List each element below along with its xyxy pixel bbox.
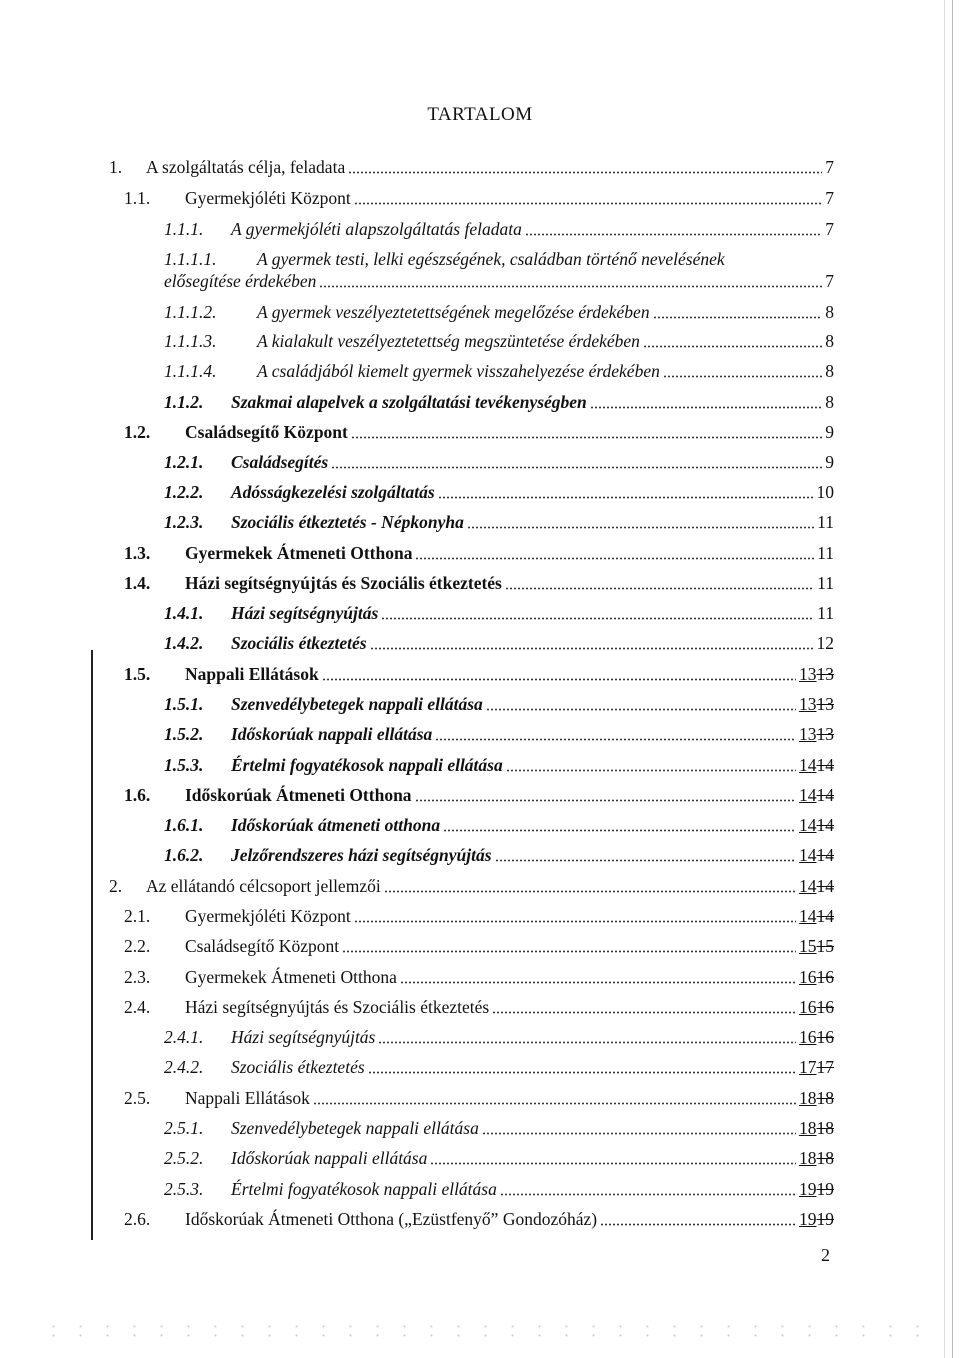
dot-leader: [351, 421, 822, 443]
toc-entry-number: 1.1.1.: [164, 219, 204, 239]
revision-change-bar: [91, 650, 93, 1240]
toc-entry-title: Családsegítés: [231, 452, 329, 472]
page-new: 13: [799, 694, 817, 714]
toc-entry[interactable]: [164, 693, 834, 715]
toc-entry-number: 1.5.1.: [164, 694, 204, 714]
toc-entry[interactable]: [164, 632, 834, 654]
toc-entry[interactable]: [164, 1178, 834, 1200]
toc-entry-page: 9: [825, 452, 834, 472]
dot-leader: [370, 632, 814, 654]
page-new: 19: [799, 1209, 817, 1229]
page-old: 16: [816, 967, 834, 987]
page-new: 16: [799, 1027, 817, 1047]
toc-entry-page: 8: [825, 302, 834, 322]
dot-leader: [600, 1208, 796, 1230]
dot-leader: [354, 187, 823, 209]
toc-entry-number: 2.5.: [124, 1088, 151, 1108]
page-new: 18: [799, 1148, 817, 1168]
toc-entry-title: Értelmi fogyatékosok nappali ellátása: [231, 1179, 497, 1199]
dot-leader: [663, 360, 822, 382]
dot-leader: [590, 391, 822, 413]
toc-entry[interactable]: [124, 966, 834, 988]
toc-entry-title: Időskorúak nappali ellátása: [231, 1148, 428, 1168]
toc-entry-title: Időskorúak Átmeneti Otthona („Ezüstfenyő” Gondozóház): [185, 1209, 598, 1229]
dot-leader: [342, 935, 796, 957]
dot-leader: [506, 754, 796, 776]
toc-entry[interactable]: [164, 481, 834, 503]
toc-entry-title: A kialakult veszélyeztetettség megszüntetése érdekében: [257, 331, 640, 351]
toc-entry-title: A szolgáltatás célja, feladata: [146, 157, 346, 177]
dot-leader: [525, 218, 822, 240]
dot-leader: [378, 1026, 796, 1048]
toc-entry-page: [799, 844, 834, 866]
toc-entry-title: A gyermekjóléti alapszolgáltatás feladata: [231, 219, 522, 239]
toc-entry-title: A gyermek veszélyeztetettségének megelőzése érdekében: [257, 302, 650, 322]
dot-leader: [354, 905, 796, 927]
toc-entry-number: 1.5.3.: [164, 755, 204, 775]
dot-leader: [443, 814, 796, 836]
page-new: 17: [799, 1057, 817, 1077]
toc-entry-number: 1.5.: [124, 664, 151, 684]
toc-entry-number: 1.4.1.: [164, 603, 204, 623]
toc-entry[interactable]: [124, 784, 834, 806]
toc-entry-number: 2.5.2.: [164, 1148, 204, 1168]
toc-entry-title: Az ellátandó célcsoport jellemzői: [146, 876, 381, 896]
toc-entry-title: Szociális étkeztetés: [231, 1057, 365, 1077]
toc-entry[interactable]: [164, 301, 834, 323]
dot-leader: [384, 875, 796, 897]
toc-entry-page: [799, 1056, 834, 1078]
scan-edge-line: [944, 0, 945, 1358]
page-old: 16: [816, 997, 834, 1017]
toc-entry[interactable]: [124, 421, 834, 443]
toc-entry[interactable]: [124, 187, 834, 209]
toc-entry-number: 1.2.: [124, 422, 151, 442]
toc-entry-title: Időskorúak Átmeneti Otthona: [185, 785, 412, 805]
toc-entry-number: 2.6.: [124, 1209, 151, 1229]
page-new: 18: [799, 1118, 817, 1138]
toc-entry-number: 1.1.2.: [164, 392, 204, 412]
toc-entry[interactable]: [164, 723, 834, 745]
toc-entry-page: 7: [825, 219, 834, 239]
toc-entry-title: Gyermekek Átmeneti Otthona: [185, 967, 397, 987]
dot-leader: [486, 693, 796, 715]
toc-entry[interactable]: [164, 1117, 834, 1139]
page-new: 14: [799, 755, 817, 775]
page-title: TARTALOM: [427, 104, 533, 125]
dot-leader: [495, 844, 796, 866]
toc-entry[interactable]: [164, 451, 834, 473]
toc-entry-title: Házi segítségnyújtás és Szociális étkeztetés: [185, 997, 490, 1017]
toc-entry-page: 11: [817, 512, 834, 532]
toc-entry-number: 1.4.2.: [164, 633, 204, 653]
toc-entry-title: Időskorúak átmeneti otthona: [231, 815, 441, 835]
toc-entry[interactable]: [124, 1208, 834, 1230]
toc-entry-page: [799, 875, 834, 897]
toc-entry-title: A gyermek testi, lelki egészségének, családban történő nevelésének: [257, 249, 725, 269]
toc-entry[interactable]: [164, 330, 834, 352]
toc-entry-page: 12: [816, 633, 834, 653]
toc-entry-title: Házi segítségnyújtás: [231, 603, 379, 623]
toc-entry-number: 2.4.1.: [164, 1027, 204, 1047]
dot-leader: [415, 784, 796, 806]
page-old: 19: [816, 1179, 834, 1199]
toc-entry-number: 2.3.: [124, 967, 151, 987]
toc-entry-title: Szociális étkeztetés: [231, 633, 367, 653]
toc-entry-page: [799, 663, 834, 685]
page-new: 16: [799, 967, 817, 987]
toc-entry-number: 1.2.1.: [164, 452, 204, 472]
toc-entry-page: [799, 1026, 834, 1048]
toc-entry[interactable]: [164, 602, 834, 624]
toc-entry-number: 1.2.3.: [164, 512, 204, 532]
dot-leader: [322, 663, 796, 685]
page-old: 14: [816, 785, 834, 805]
toc-entry-page: [799, 784, 834, 806]
dot-leader: [430, 1147, 796, 1169]
toc-entry-page: 8: [825, 331, 834, 351]
toc-entry[interactable]: [164, 360, 834, 382]
page-old: 18: [816, 1148, 834, 1168]
toc-entry-page: [799, 935, 834, 957]
toc-entry-page: [799, 1117, 834, 1139]
dot-leader: [435, 723, 796, 745]
toc-entry-title: Szociális étkeztetés - Népkonyha: [231, 512, 464, 532]
toc-entry-title: A családjából kiemelt gyermek visszahelyezése érdekében: [257, 361, 660, 381]
page-new: 15: [799, 936, 817, 956]
toc-entry-number: 1.1.1.1.: [164, 249, 217, 269]
toc-entry-title: Gyermekjóléti Központ: [185, 906, 351, 926]
toc-entry-number: 1.6.: [124, 785, 151, 805]
toc-entry[interactable]: [109, 875, 834, 897]
toc-entry-page: [799, 693, 834, 715]
dot-leader: [319, 270, 822, 292]
toc-entry-title: Házi segítségnyújtás és Szociális étkeztetés: [185, 573, 502, 593]
toc-entry-number: 2.2.: [124, 936, 151, 956]
dot-leader: [482, 1117, 796, 1139]
page-old: 18: [816, 1088, 834, 1108]
page-new: 13: [799, 724, 817, 744]
page-old: 17: [816, 1057, 834, 1077]
toc-entry-page: [799, 1147, 834, 1169]
dot-leader: [381, 602, 814, 624]
toc-entry[interactable]: [164, 248, 834, 270]
page-old: 19: [816, 1209, 834, 1229]
page-old: 16: [816, 1027, 834, 1047]
page-old: 15: [816, 936, 834, 956]
dot-leader: [400, 966, 796, 988]
page-new: 19: [799, 1179, 817, 1199]
toc-entry-page: 10: [816, 482, 834, 502]
toc-entry-title: elősegítése érdekében: [164, 271, 317, 291]
toc-entry-title: Jelzőrendszeres házi segítségnyújtás: [231, 845, 492, 865]
page-new: 14: [799, 845, 817, 865]
toc-entry-page: [799, 1178, 834, 1200]
toc-entry-number: 2.4.2.: [164, 1057, 204, 1077]
toc-entry-number: 2.: [109, 876, 123, 896]
toc-entry[interactable]: [109, 156, 834, 178]
toc-entry-page: 11: [817, 603, 834, 623]
toc-entry[interactable]: [124, 1087, 834, 1109]
toc-entry[interactable]: [164, 1147, 834, 1169]
toc-entry-page: [799, 723, 834, 745]
toc-entry-number: 1.1.1.3.: [164, 331, 217, 351]
page-number: 2: [821, 1245, 830, 1265]
toc-entry-page: [799, 754, 834, 776]
toc-entry-title: Szenvedélybetegek nappali ellátása: [231, 1118, 479, 1138]
dot-leader: [643, 330, 822, 352]
toc-entry-number: 1.2.2.: [164, 482, 204, 502]
toc-entry-page: 11: [817, 543, 834, 563]
page-old: 14: [816, 755, 834, 775]
toc-entry-title: Időskorúak nappali ellátása: [231, 724, 433, 744]
toc-entry[interactable]: [164, 1026, 834, 1048]
scan-noise: [40, 1322, 940, 1342]
toc-entry[interactable]: [124, 996, 834, 1018]
toc-entry[interactable]: [164, 814, 834, 836]
toc-entry[interactable]: [124, 935, 834, 957]
page-new: 14: [799, 906, 817, 926]
page-old: 13: [816, 664, 834, 684]
toc-entry-page: 11: [817, 573, 834, 593]
dot-leader: [348, 156, 822, 178]
toc-entry-page: 8: [825, 392, 834, 412]
toc-entry-number: 1.5.2.: [164, 724, 204, 744]
toc-entry-number: 1.1.1.4.: [164, 361, 217, 381]
toc-entry[interactable]: [164, 218, 834, 240]
toc-entry-title: Szenvedélybetegek nappali ellátása: [231, 694, 483, 714]
toc-entry-page: [799, 996, 834, 1018]
toc-entry-number: 1.3.: [124, 543, 151, 563]
toc-entry[interactable]: [124, 663, 834, 685]
toc-entry-page: 7: [825, 188, 834, 208]
page-old: 18: [816, 1118, 834, 1138]
toc-entry-title: Gyermekjóléti Központ: [185, 188, 351, 208]
page-new: 13: [799, 664, 817, 684]
page-old: 14: [816, 876, 834, 896]
page-new: 14: [799, 815, 817, 835]
toc-entry-number: 2.1.: [124, 906, 151, 926]
toc-entry-number: 1.6.1.: [164, 815, 204, 835]
scan-edge-line: [952, 0, 953, 1358]
toc-entry-page: [799, 966, 834, 988]
toc-entry[interactable]: [164, 391, 834, 413]
toc-entry[interactable]: [124, 542, 834, 564]
page-new: 14: [799, 876, 817, 896]
page-new: 16: [799, 997, 817, 1017]
dot-leader: [653, 301, 823, 323]
page-old: 14: [816, 845, 834, 865]
toc-entry[interactable]: [164, 1056, 834, 1078]
toc-entry[interactable]: [164, 511, 834, 533]
toc-entry-number: 1.1.: [124, 188, 151, 208]
toc-entry-page: [799, 905, 834, 927]
toc-entry-page: [799, 814, 834, 836]
dot-leader: [368, 1056, 796, 1078]
toc-entry-number: 1.1.1.2.: [164, 302, 217, 322]
toc-entry-number: 2.5.3.: [164, 1179, 204, 1199]
page-old: 14: [816, 906, 834, 926]
toc-entry-title: Házi segítségnyújtás: [231, 1027, 376, 1047]
toc-entry[interactable]: [164, 844, 834, 866]
dot-leader: [313, 1087, 796, 1109]
toc-entry-number: 1.6.2.: [164, 845, 204, 865]
toc-entry-title: Gyermekek Átmeneti Otthona: [185, 543, 413, 563]
toc-entry-title: Adósságkezelési szolgáltatás: [231, 482, 435, 502]
toc-entry-title: Szakmai alapelvek a szolgáltatási tevékenységben: [231, 392, 587, 412]
toc-entry-title: Családsegítő Központ: [185, 936, 340, 956]
toc-entry-page: 7: [825, 271, 834, 291]
toc-entry-number: 1.: [109, 157, 123, 177]
dot-leader: [415, 542, 814, 564]
dot-leader: [467, 511, 814, 533]
toc-entry-title: Nappali Ellátások: [185, 1088, 310, 1108]
dot-leader: [505, 572, 814, 594]
toc-entry-page: [799, 1087, 834, 1109]
toc-entry-number: 2.4.: [124, 997, 151, 1017]
dot-leader: [331, 451, 822, 473]
toc-entry-page: 7: [825, 157, 834, 177]
dot-leader: [438, 481, 814, 503]
toc-entry-page: [799, 1208, 834, 1230]
toc-entry[interactable]: [124, 905, 834, 927]
page-new: 14: [799, 785, 817, 805]
dot-leader: [500, 1178, 796, 1200]
toc-entry-page: 8: [825, 361, 834, 381]
toc-entry-title: Családsegítő Központ: [185, 422, 348, 442]
toc-entry-page: 9: [825, 422, 834, 442]
toc-entry-number: 2.5.1.: [164, 1118, 204, 1138]
toc-entry[interactable]: [124, 572, 834, 594]
toc-entry[interactable]: [164, 754, 834, 776]
dot-leader: [492, 996, 796, 1018]
page-old: 13: [816, 724, 834, 744]
toc-entry-number: 1.4.: [124, 573, 151, 593]
toc-entry-title: Értelmi fogyatékosok nappali ellátása: [231, 755, 503, 775]
page-new: 18: [799, 1088, 817, 1108]
page-old: 13: [816, 694, 834, 714]
page-old: 14: [816, 815, 834, 835]
toc-entry-continuation[interactable]: [164, 270, 834, 292]
toc-entry-title: Nappali Ellátások: [185, 664, 319, 684]
